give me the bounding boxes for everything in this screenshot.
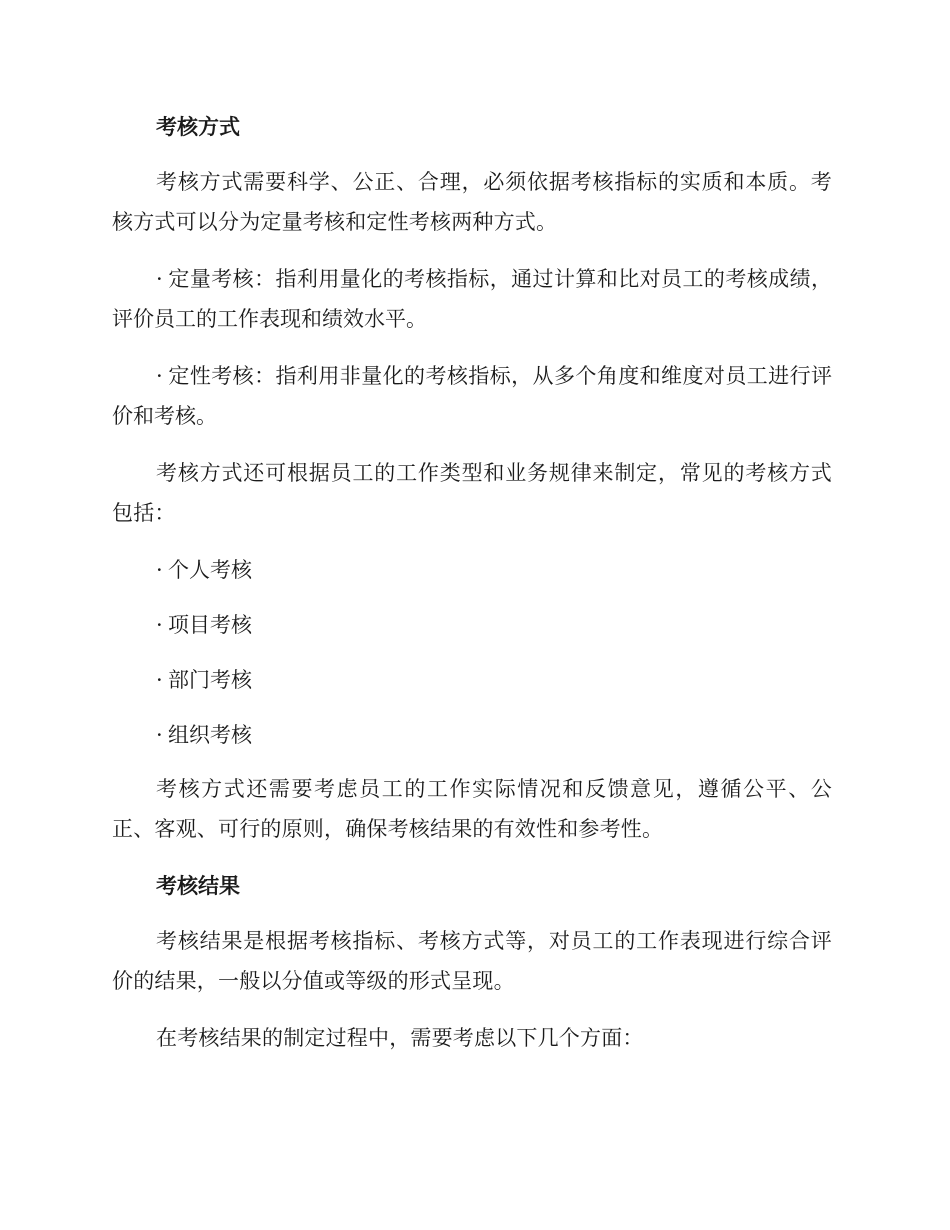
- bullet-dot: ·: [156, 613, 163, 637]
- paragraph-method-types: 考核方式还可根据员工的工作类型和业务规律来制定，常见的考核方式包括：: [112, 461, 832, 525]
- list-item: [112, 605, 832, 645]
- section-heading-assessment-result: 考核结果: [156, 873, 240, 898]
- paragraph-method-intro: 考核方式需要科学、公正、合理，必须依据考核指标的实质和本质。考核方式可以分为定量考核和定性考核两种方式。: [112, 170, 832, 234]
- paragraph-method-principles: 考核方式还需要考虑员工的工作实际情况和反馈意见，遵循公平、公正、客观、可行的原则，确保考核结果的有效性和参考性。: [112, 777, 832, 841]
- list-item-text: 项目考核: [168, 613, 252, 637]
- list-item-text: 部门考核: [168, 668, 252, 692]
- list-item: [112, 660, 832, 700]
- bullet-quantitative: [112, 259, 832, 339]
- bullet-dot: ·: [156, 723, 163, 747]
- section-heading-assessment-method: 考核方式: [156, 114, 240, 139]
- bullet-dot: ·: [156, 364, 163, 388]
- list-item-text: 组织考核: [168, 723, 252, 747]
- bullet-quantitative-text: 定量考核：指利用量化的考核指标，通过计算和比对员工的考核成绩，评价员工的工作表现和绩效水平。: [112, 267, 832, 331]
- bullet-dot: ·: [156, 267, 163, 291]
- bullet-qualitative: [112, 356, 832, 436]
- list-item: [112, 550, 832, 590]
- paragraph-result-intro: 考核结果是根据考核指标、考核方式等，对员工的工作表现进行综合评价的结果，一般以分值或等级的形式呈现。: [112, 929, 832, 993]
- paragraph-result-considerations: 在考核结果的制定过程中，需要考虑以下几个方面：: [156, 1026, 644, 1050]
- list-item: [112, 715, 832, 755]
- bullet-qualitative-text: 定性考核：指利用非量化的考核指标，从多个角度和维度对员工进行评价和考核。: [112, 364, 832, 428]
- bullet-dot: ·: [156, 558, 163, 582]
- list-item-text: 个人考核: [168, 558, 252, 582]
- bullet-dot: ·: [156, 668, 163, 692]
